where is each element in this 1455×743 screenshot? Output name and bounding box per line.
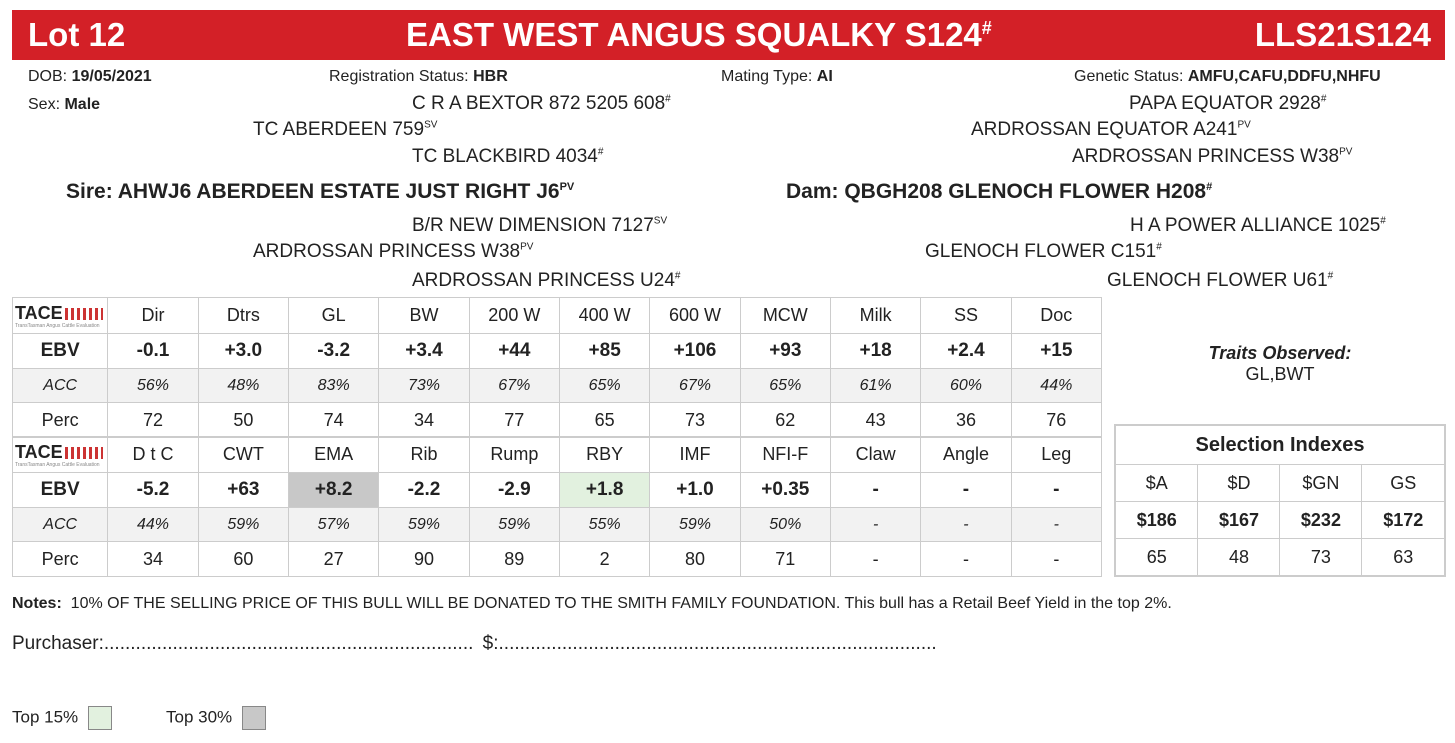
acc-cell: 67% — [469, 369, 559, 403]
ebv-cell: +1.8 — [559, 473, 649, 508]
trait-header: Doc — [1011, 298, 1101, 334]
index-perc-cell: 48 — [1198, 539, 1280, 577]
index-headers-cell: $D — [1198, 465, 1280, 502]
perc-cell: 76 — [1011, 403, 1101, 438]
purchaser-line — [12, 633, 937, 655]
perc-cell: 34 — [108, 542, 198, 577]
ebv-cell: +44 — [469, 334, 559, 369]
ebv-cell: +1.0 — [650, 473, 740, 508]
sire-label: Sire: AHWJ6 ABERDEEN ESTATE JUST RIGHT $J6^{PV}$ — [66, 180, 575, 203]
lot-banner — [12, 10, 1445, 60]
acc-cell: 44% — [108, 508, 198, 542]
perc-cell: 60 — [198, 542, 288, 577]
ebv-cell: +8.2 — [289, 473, 379, 508]
ebv-cell: -5.2 — [108, 473, 198, 508]
ebv-cell: - — [830, 473, 920, 508]
trait-header: Angle — [921, 437, 1011, 473]
notes: Notes: 10% OF THE SELLING PRICE OF THIS BULL WILL BE DONATED TO THE SMITH FAMILY FOUNDATION. This bull has a Retail Beef Yield in the top 2%. — [12, 595, 1172, 612]
acc-cell: 44% — [1011, 369, 1101, 403]
ebv-cell: +0.35 — [740, 473, 830, 508]
trait-header: Leg — [1011, 437, 1101, 473]
acc-label: ACC — [13, 508, 108, 542]
acc-cell: 55% — [559, 508, 649, 542]
acc-cell: 60% — [921, 369, 1011, 403]
ebv-cell: -0.1 — [108, 334, 198, 369]
trait-header: Dir — [108, 298, 198, 334]
selection-indexes-title: Selection Indexes — [1115, 425, 1445, 465]
price-field[interactable]: $:................................................................................... — [482, 633, 937, 654]
perc-cell: 90 — [379, 542, 469, 577]
index-headers-cell: $A — [1115, 465, 1198, 502]
pedigree-ds-sire: PAPA EQUATOR 2928# — [1129, 93, 1327, 114]
trait-header: CWT — [198, 437, 288, 473]
dob: DOB: 19/05/2021 — [28, 68, 152, 85]
ebv-table-1 — [12, 297, 1102, 438]
index-perc-cell: 63 — [1362, 539, 1445, 577]
ebv-cell: +3.0 — [198, 334, 288, 369]
dna-icon — [65, 308, 103, 320]
pedigree-ss-sire: C R A BEXTOR 872 5205 608# — [412, 93, 671, 114]
perc-cell: 73 — [650, 403, 740, 438]
ebv-cell: -2.2 — [379, 473, 469, 508]
ebv-cell: +106 — [650, 334, 740, 369]
ebv-cell: -2.9 — [469, 473, 559, 508]
perc-cell: 34 — [379, 403, 469, 438]
pedigree-sire-sire: TC ABERDEEN $759^{SV}$ — [253, 119, 438, 140]
trait-header: 200 W — [469, 298, 559, 334]
trait-header: IMF — [650, 437, 740, 473]
trait-header: 400 W — [559, 298, 649, 334]
perc-cell: 71 — [740, 542, 830, 577]
trait-header: EMA — [289, 437, 379, 473]
traits-observed: Traits Observed: GL,BWT — [1208, 343, 1352, 384]
perc-cell: 50 — [198, 403, 288, 438]
acc-cell: 57% — [289, 508, 379, 542]
sex: Sex: Male — [28, 96, 101, 113]
genetic-status: Genetic Status: AMFU,CAFU,DDFU,NHFU — [1074, 68, 1381, 85]
pedigree-dam-dam: GLENOCH FLOWER C151# — [925, 241, 1162, 262]
legend-top30: Top 30% — [166, 706, 266, 730]
trait-header: RBY — [559, 437, 649, 473]
acc-cell: 67% — [650, 369, 740, 403]
ebv-cell: +63 — [198, 473, 288, 508]
pedigree-ds-dam: ARDROSSAN PRINCESS $W38^{PV}$ — [1072, 146, 1353, 167]
perc-cell: 2 — [559, 542, 649, 577]
perc-cell: 65 — [559, 403, 649, 438]
perc-cell: - — [830, 542, 920, 577]
ebv-cell: +85 — [559, 334, 649, 369]
acc-cell: - — [1011, 508, 1101, 542]
dam-label: Dam: QBGH208 GLENOCH FLOWER H208# — [786, 180, 1213, 203]
perc-cell: 43 — [830, 403, 920, 438]
top15-swatch — [88, 706, 112, 730]
index-values-cell: $167 — [1198, 502, 1280, 539]
ebv-cell: +3.4 — [379, 334, 469, 369]
index-headers-cell: GS — [1362, 465, 1445, 502]
mating-type: Mating Type: AI — [721, 68, 833, 85]
pedigree-sd-sire: B/R NEW DIMENSION $7127^{SV}$ — [412, 215, 668, 236]
ebv-cell: +15 — [1011, 334, 1101, 369]
acc-cell: 56% — [108, 369, 198, 403]
perc-label: Perc — [13, 403, 108, 438]
acc-cell: - — [830, 508, 920, 542]
perc-cell: 36 — [921, 403, 1011, 438]
perc-cell: 80 — [650, 542, 740, 577]
trait-header: GL — [289, 298, 379, 334]
animal-name: EAST WEST ANGUS SQUALKY S124# — [406, 16, 992, 53]
acc-cell: 65% — [559, 369, 649, 403]
perc-cell: 72 — [108, 403, 198, 438]
acc-cell: 65% — [740, 369, 830, 403]
trait-header: 600 W — [650, 298, 740, 334]
registration-status: Registration Status: HBR — [329, 68, 508, 85]
pedigree-dd-dam: GLENOCH FLOWER U61# — [1107, 270, 1334, 291]
trait-header: NFI-F — [740, 437, 830, 473]
purchaser-field[interactable]: Purchaser:...................................................................... — [12, 633, 474, 654]
pedigree-ss-dam: TC BLACKBIRD 4034# — [412, 146, 604, 167]
ebv-table-2 — [12, 436, 1102, 577]
ebv-cell: -3.2 — [289, 334, 379, 369]
ebv-cell: - — [1011, 473, 1101, 508]
acc-cell: 59% — [650, 508, 740, 542]
acc-cell: 50% — [740, 508, 830, 542]
trait-header: D t C — [108, 437, 198, 473]
index-values-cell: $232 — [1280, 502, 1362, 539]
acc-cell: 61% — [830, 369, 920, 403]
perc-cell: 27 — [289, 542, 379, 577]
trait-header: Dtrs — [198, 298, 288, 334]
ebv-cell: - — [921, 473, 1011, 508]
perc-cell: 74 — [289, 403, 379, 438]
ebv-label: EBV — [13, 473, 108, 508]
perc-cell: - — [921, 542, 1011, 577]
trait-header: MCW — [740, 298, 830, 334]
index-perc-cell: 65 — [1115, 539, 1198, 577]
perc-cell: 62 — [740, 403, 830, 438]
perc-label: Perc — [13, 542, 108, 577]
index-perc-cell: 73 — [1280, 539, 1362, 577]
trait-header: SS — [921, 298, 1011, 334]
index-headers-cell: $GN — [1280, 465, 1362, 502]
acc-cell: 83% — [289, 369, 379, 403]
top30-swatch — [242, 706, 266, 730]
index-values-cell: $172 — [1362, 502, 1445, 539]
dna-icon — [65, 447, 103, 459]
acc-cell: 59% — [379, 508, 469, 542]
acc-cell: 59% — [469, 508, 559, 542]
index-values-cell: $186 — [1115, 502, 1198, 539]
acc-cell: 48% — [198, 369, 288, 403]
trait-header: Rib — [379, 437, 469, 473]
ebv-label: EBV — [13, 334, 108, 369]
acc-cell: 59% — [198, 508, 288, 542]
pedigree-sire-dam: ARDROSSAN PRINCESS $W38^{PV}$ — [253, 241, 534, 262]
acc-label: ACC — [13, 369, 108, 403]
trait-header: BW — [379, 298, 469, 334]
pedigree-dam-sire: ARDROSSAN EQUATOR $A241^{PV}$ — [971, 119, 1251, 140]
tace-logo: TACE TransTasman Angus Cattle Evaluation — [13, 298, 108, 334]
legend-top15: Top 15% — [12, 706, 112, 730]
trait-header: Milk — [830, 298, 920, 334]
ebv-cell: +18 — [830, 334, 920, 369]
pedigree-dd-sire: H A POWER ALLIANCE 1025# — [1130, 215, 1386, 236]
animal-ident: LLS21S124 — [1254, 16, 1431, 53]
selection-indexes-table — [1114, 424, 1446, 577]
perc-cell: 77 — [469, 403, 559, 438]
ebv-cell: +2.4 — [921, 334, 1011, 369]
lot-number: Lot 12 — [28, 16, 126, 53]
trait-header: Claw — [830, 437, 920, 473]
perc-cell: 89 — [469, 542, 559, 577]
ebv-cell: +93 — [740, 334, 830, 369]
acc-cell: - — [921, 508, 1011, 542]
tace-logo: TACE TransTasman Angus Cattle Evaluation — [13, 437, 108, 473]
trait-header: Rump — [469, 437, 559, 473]
perc-cell: - — [1011, 542, 1101, 577]
acc-cell: 73% — [379, 369, 469, 403]
pedigree-sd-dam: ARDROSSAN PRINCESS U24# — [412, 270, 681, 291]
